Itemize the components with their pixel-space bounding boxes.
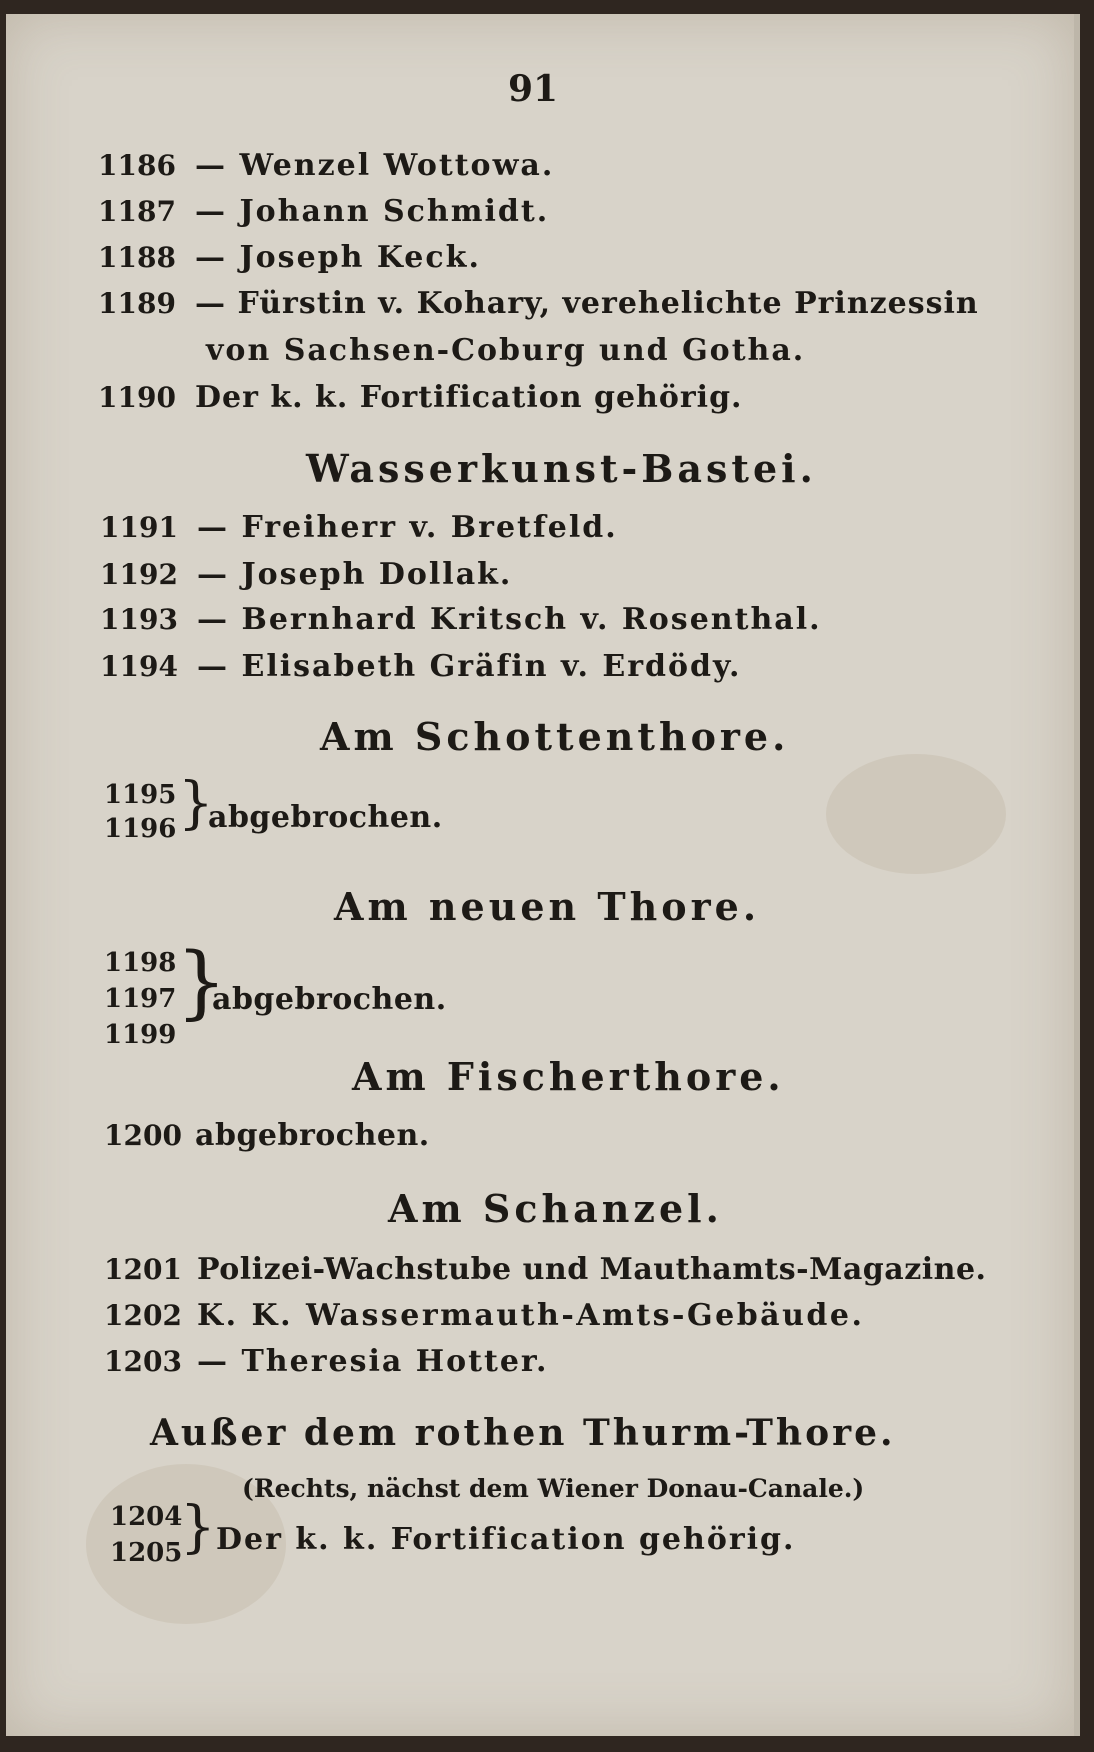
brace: } <box>180 1495 216 1560</box>
group-text: Der k. k. Fortification gehörig. <box>216 1522 796 1557</box>
entry-1187 <box>98 194 549 229</box>
section-subheading: (Rechts, nächst dem Wiener Donau-Canale.) <box>242 1474 865 1503</box>
entry-text: — Theresia Hotter. <box>197 1344 549 1379</box>
entry-number: 1186 <box>98 149 176 182</box>
page-stain <box>826 754 1006 874</box>
entry-text: — Elisabeth Gräfin v. Erdödy. <box>197 649 742 684</box>
entry-1191 <box>100 510 618 545</box>
group-text: abgebrochen. <box>212 982 447 1017</box>
entry-1189-continuation <box>206 333 805 368</box>
entry-number: 1192 <box>100 558 178 591</box>
page-number: 91 <box>508 68 559 110</box>
brace: } <box>178 771 214 836</box>
entry-1192 <box>100 557 512 592</box>
group-number: 1205 <box>110 1538 183 1568</box>
entry-number: 1190 <box>98 381 176 414</box>
group-number: 1195 <box>104 780 177 810</box>
group-text: abgebrochen. <box>208 800 443 835</box>
entry-1200 <box>104 1118 430 1153</box>
entry-number: 1189 <box>98 287 176 320</box>
entry-text: Polizei-Wachstube und Mauthamts-Magazine. <box>197 1252 987 1287</box>
entry-1189 <box>98 286 979 321</box>
entry-1203 <box>104 1344 548 1379</box>
entry-number: 1191 <box>100 511 178 544</box>
section-heading: Am neuen Thore. <box>334 884 761 929</box>
entry-text: — Freiherr v. Bretfeld. <box>197 510 618 545</box>
entry-number: 1200 <box>104 1119 182 1152</box>
group-number: 1199 <box>104 1020 177 1050</box>
entry-text: — Wenzel Wottowa. <box>195 148 555 183</box>
entry-number: 1203 <box>104 1345 182 1378</box>
section-heading: Am Fischerthore. <box>352 1054 785 1099</box>
section-heading: Außer dem rothen Thurm-Thore. <box>150 1412 896 1454</box>
entry-text: von Sachsen-Coburg und Gotha. <box>206 333 806 368</box>
entry-1202 <box>104 1298 864 1333</box>
entry-number: 1194 <box>100 650 178 683</box>
entry-1201 <box>104 1252 986 1287</box>
group-number: 1197 <box>104 984 177 1014</box>
entry-text: abgebrochen. <box>195 1118 430 1153</box>
brace: } <box>176 935 227 1028</box>
group-number: 1198 <box>104 948 177 978</box>
entry-text: — Joseph Keck. <box>195 240 481 275</box>
entry-text: Der k. k. Fortification gehörig. <box>195 380 743 415</box>
group-number: 1204 <box>110 1502 183 1532</box>
entry-1188 <box>98 240 481 275</box>
entry-text: — Bernhard Kritsch v. Rosenthal. <box>197 602 822 637</box>
entry-1193 <box>100 602 822 637</box>
entry-number: 1188 <box>98 241 176 274</box>
section-heading: Wasserkunst-Bastei. <box>306 446 817 491</box>
entry-text: — Johann Schmidt. <box>195 194 550 229</box>
entry-1194 <box>100 649 741 684</box>
section-heading: Am Schottenthore. <box>320 714 790 759</box>
entry-number: 1202 <box>104 1299 182 1332</box>
entry-text: — Joseph Dollak. <box>197 557 513 592</box>
entry-text: K. K. Wassermauth-Amts-Gebäude. <box>197 1298 865 1333</box>
group-number: 1196 <box>104 814 177 844</box>
entry-number: 1201 <box>104 1253 182 1286</box>
entry-1186 <box>98 148 554 183</box>
entry-number: 1187 <box>98 195 176 228</box>
entry-number: 1193 <box>100 603 178 636</box>
entry-text: — Fürstin v. Kohary, verehelichte Prinzessin <box>195 286 979 321</box>
entry-1190 <box>98 380 743 415</box>
section-heading: Am Schanzel. <box>388 1186 723 1231</box>
